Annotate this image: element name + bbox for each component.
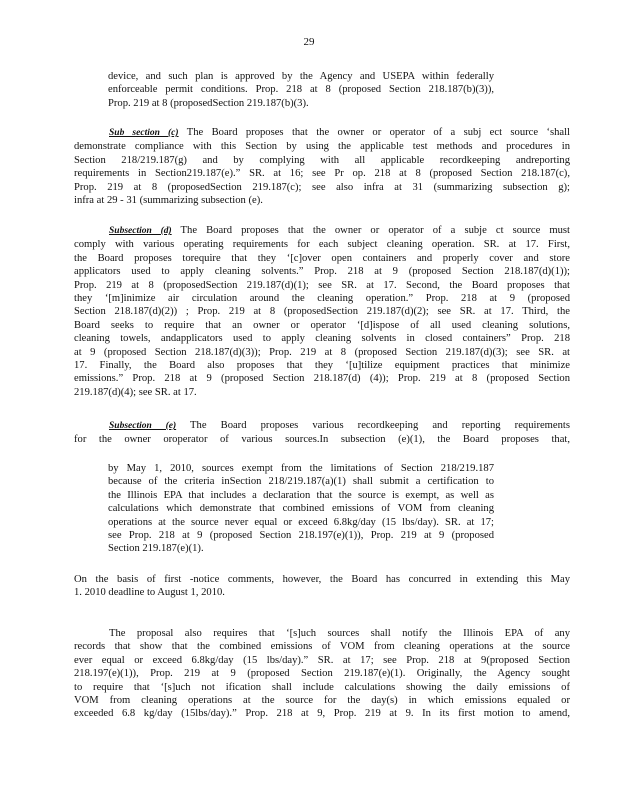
text-line: device, and such plan is approved by the Agency and USEPA within federally <box>108 71 494 82</box>
text-run: The Board proposes that the owner or operator of a subj ect source ‘shall <box>178 127 570 138</box>
text-line: VOM from cleaning operations at the source for the day(s) in which emissions equaled or <box>74 695 570 707</box>
text-line: 1. 2010 deadline to August 1, 2010. <box>74 587 225 599</box>
text-line: to require that ‘[s]uch not ification shall include calculations showing the daily emissions of <box>74 681 570 693</box>
text-line: at 9 (proposed Section 218.187(d)(3)); Prop. 219 at 8 (proposed Section 219.187(d)(3); see SR. at <box>74 346 570 358</box>
text-line: they ‘[m]inimize air circulation around the cleaning operation.” Prop. 218 at 9 (proposed <box>74 293 570 305</box>
text-line: Prop. 219 at 8 (proposedSection 219.187(b)(3). <box>108 97 309 109</box>
text-run: The Board proposes that the owner or operator of a subje ct source must <box>171 225 570 236</box>
text-line: calculations which demonstrate that combined emissions of VOM from cleaning <box>108 503 494 515</box>
text-line: Section 219.187(e)(1). <box>108 543 204 555</box>
text-line: operations at the source never equal or exceed 6.8kg/day (15 lbs/day). SR. at 17; <box>108 516 494 528</box>
text-line: emissions.” Prop. 218 at 9 (proposed Section 218.187(d) (4)); Prop. 219 at 8 (proposed Section <box>74 373 570 385</box>
text-line: applicators used to apply cleaning solvents.” Prop. 218 at 9 (proposed Section 218.187(d)(1)); <box>74 266 570 278</box>
text-line: see Prop. 218 at 9 (proposed Section 218.197(e)(1)), Prop. 219 at 9 (proposed <box>108 530 494 542</box>
text-line: comply with various operating requirements for each subject cleaning operation. SR. at 17. First, <box>74 239 570 251</box>
text-line: 17. Finally, the Board also proposes that they ‘[u]tilize equipment practices that minimize <box>74 360 570 372</box>
text-line <box>74 126 570 140</box>
subsection-heading: Subsection (d) <box>109 226 172 236</box>
paragraph-subsection-c <box>74 126 570 207</box>
text-line: the Board proposes torequire that they ‘[c]over open containers and properly cover and store <box>74 252 570 264</box>
paragraph-subsection-d <box>74 224 570 399</box>
subsection-heading: Sub section (c) <box>109 128 179 138</box>
text-line <box>74 224 570 238</box>
text-line <box>74 419 570 433</box>
text-line: enforceable permit conditions. Prop. 218 at 8 (proposed Section 218.187(b)(3)), <box>108 84 494 96</box>
paragraph-subsection-e <box>74 419 570 447</box>
text-run: The Board proposes various recordkeeping and reporting requirements <box>176 420 570 431</box>
text-line: by May 1, 2010, sources exempt from the limitations of Section 218/219.187 <box>108 463 494 474</box>
paragraph-continuation <box>108 70 494 110</box>
page-number: 29 <box>303 36 315 48</box>
text-line: infra at 29 - 31 (summarizing subsection (e). <box>74 195 263 207</box>
block-quote <box>108 462 494 556</box>
text-line: On the basis of first -notice comments, however, the Board has concurred in extending this May <box>74 574 570 585</box>
text-line: exceeded 6.8 kg/day (15lbs/day).” Prop. 218 at 9, Prop. 219 at 9. In its first motion to amend, <box>74 708 570 720</box>
text-line: Prop. 219 at 8 (proposedSection 219.187(d)(1); see SR. at 17. Second, the Board proposes that <box>74 279 570 291</box>
text-line: Section 218.187(d)(2)) ; Prop. 219 at 8 (proposedSection 219.187(d)(2); see SR. at 17. Third, the <box>74 306 570 318</box>
text-line: Section 218/219.187(g) and by complying with all applicable recordkeeping andreporting <box>74 154 570 166</box>
text-line: Board seeks to require that an owner or operator ‘[d]ispose of all used cleaning solutions, <box>74 319 570 331</box>
subsection-heading: Subsection (e) <box>109 421 177 431</box>
text-line: requirements in Section219.187(e).” SR. at 16; see Pr op. 218 at 8 (proposed Section 218.187(c), <box>74 168 570 180</box>
text-line: The proposal also requires that ‘[s]uch sources shall notify the Illinois EPA of any <box>109 628 570 639</box>
text-line: Prop. 219 at 8 (proposedSection 219.187(c); see also infra at 31 (summarizing subsection g); <box>74 181 570 193</box>
text-line: because of the criteria inSection 218/219.187(a)(1) shall submit a certification to <box>108 476 494 488</box>
text-line: 219.187(d)(4); see SR. at 17. <box>74 386 197 398</box>
text-line: the Illinois EPA that includes a declaration that the source is exempt, as well as <box>108 489 494 501</box>
paragraph-notification <box>74 627 570 721</box>
text-line: records that show that the combined emissions of VOM from cleaning operations at the source <box>74 641 570 653</box>
text-line: demonstrate compliance with this Section by using the applicable test methods and procedures in <box>74 141 570 153</box>
paragraph-first-notice <box>74 573 570 600</box>
text-line: cleaning towels, andapplicators used to apply cleaning solvents in closed containers” Prop. 218 <box>74 333 570 345</box>
text-line: 218.197(e)(1)), Prop. 219 at 9 (proposed Section 219.187(e)(1). Originally, the Agency sought <box>74 668 570 680</box>
text-line: for the owner oroperator of various sources.In subsection (e)(1), the Board proposes that, <box>74 434 570 446</box>
text-line: ever equal or exceed 6.8kg/day (15 lbs/day).” SR. at 17; see Prop. 218 at 9(proposed Section <box>74 654 570 666</box>
